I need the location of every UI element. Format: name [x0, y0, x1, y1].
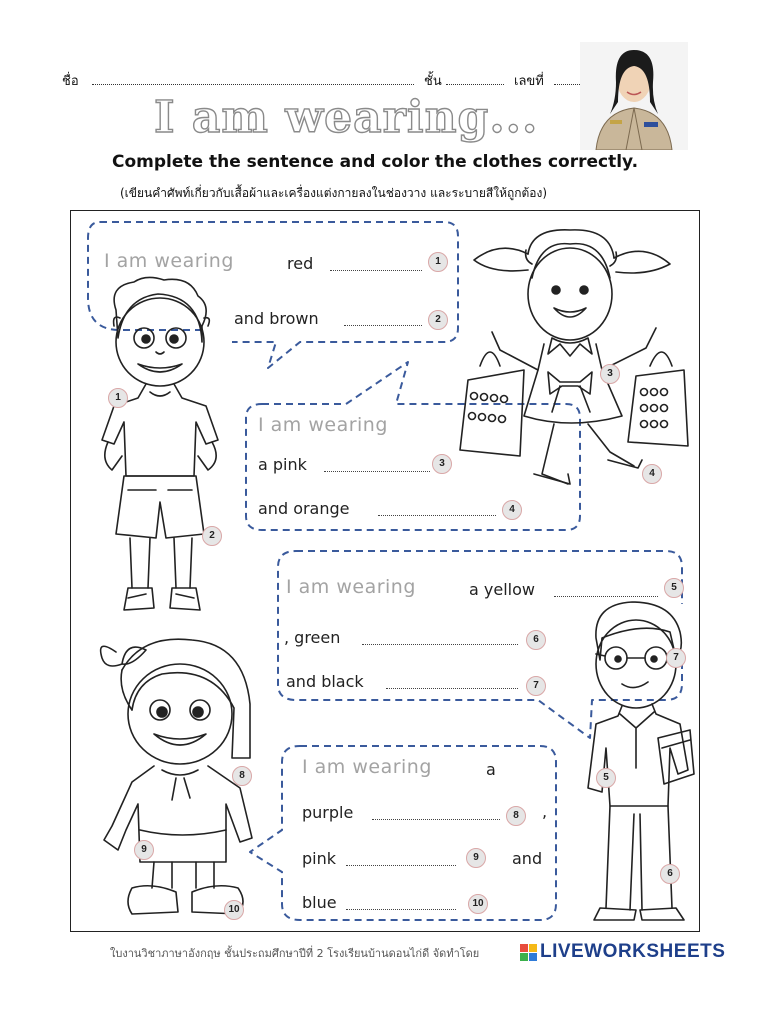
instruction-th: (เขียนคำศัพท์เกี่ยวกับเสื้อผ้าและเครื่องแต่งกายลงในช่องวาง และระบายสีให้ถูกต้อง) — [120, 186, 548, 200]
color-word-red: red — [287, 254, 314, 273]
color-word-orange: and orange — [258, 499, 350, 518]
number-badge-10: 10 — [468, 894, 488, 914]
footer-text: ใบงานวิชาภาษาอังกฤษ ชั้นประถมศึกษาปีที่ 2 โรงเรียนบ้านดอนไก่ดี จัดทำโดย — [110, 947, 480, 960]
answer-blank-9[interactable] — [346, 865, 456, 866]
girl2-marker-9: 9 — [134, 840, 154, 860]
girl2-marker-8: 8 — [232, 766, 252, 786]
girl-figure-1 — [440, 220, 698, 492]
color-word-black: and black — [286, 672, 364, 691]
girl1-marker-4: 4 — [642, 464, 662, 484]
number-badge-8: 8 — [506, 806, 526, 826]
number-badge-9: 9 — [466, 848, 486, 868]
liveworksheets-brand[interactable]: LIVEWORKSHEETS — [540, 941, 726, 962]
answer-blank-6[interactable] — [362, 644, 518, 645]
boy-figure-1 — [94, 276, 234, 620]
color-word-pink-2: pink — [302, 849, 337, 868]
name-label: ชื่อ — [62, 73, 79, 88]
girl2-marker-10: 10 — [224, 900, 244, 920]
answer-blank-8[interactable] — [372, 819, 500, 820]
boy2-marker-6: 6 — [660, 864, 680, 884]
color-word-brown: and brown — [234, 309, 319, 328]
boy2-marker-7: 7 — [666, 648, 686, 668]
trace-text-4: I am wearing — [302, 756, 432, 778]
conjunction-and: and — [512, 849, 543, 868]
number-badge-7: 7 — [526, 676, 546, 696]
answer-blank-10[interactable] — [346, 909, 456, 910]
number-badge-1: 1 — [428, 252, 448, 272]
color-word-pink: a pink — [258, 455, 307, 474]
girl1-marker-3: 3 — [600, 364, 620, 384]
number-badge-6: 6 — [526, 630, 546, 650]
trace-text-3: I am wearing — [286, 576, 416, 598]
boy1-marker-2: 2 — [202, 526, 222, 546]
color-word-blue: blue — [302, 893, 337, 912]
number-badge-5: 5 — [664, 578, 684, 598]
answer-blank-7[interactable] — [386, 688, 518, 689]
boy2-marker-5: 5 — [596, 768, 616, 788]
number-badge-3: 3 — [432, 454, 452, 474]
answer-blank-5[interactable] — [554, 596, 658, 597]
article-a: a — [486, 760, 496, 779]
number-badge-4: 4 — [502, 500, 522, 520]
color-word-purple: purple — [302, 803, 354, 822]
answer-blank-1[interactable] — [330, 270, 422, 271]
comma: , — [542, 802, 548, 821]
number-label: เลขที่ — [514, 73, 544, 88]
color-word-yellow: a yellow — [469, 580, 535, 599]
number-badge-2: 2 — [428, 310, 448, 330]
class-label: ชั้น — [424, 73, 442, 88]
color-word-green: , green — [284, 628, 341, 647]
answer-blank-2[interactable] — [344, 325, 422, 326]
trace-text-2: I am wearing — [258, 414, 388, 436]
answer-blank-3[interactable] — [324, 471, 430, 472]
liveworksheets-logo-icon — [520, 944, 538, 962]
trace-text-1: I am wearing — [104, 250, 234, 272]
worksheet-title: I am wearing... — [154, 92, 539, 143]
instruction-en: Complete the sentence and color the clothes correctly. — [112, 152, 639, 172]
boy1-marker-1: 1 — [108, 388, 128, 408]
answer-blank-4[interactable] — [378, 515, 496, 516]
